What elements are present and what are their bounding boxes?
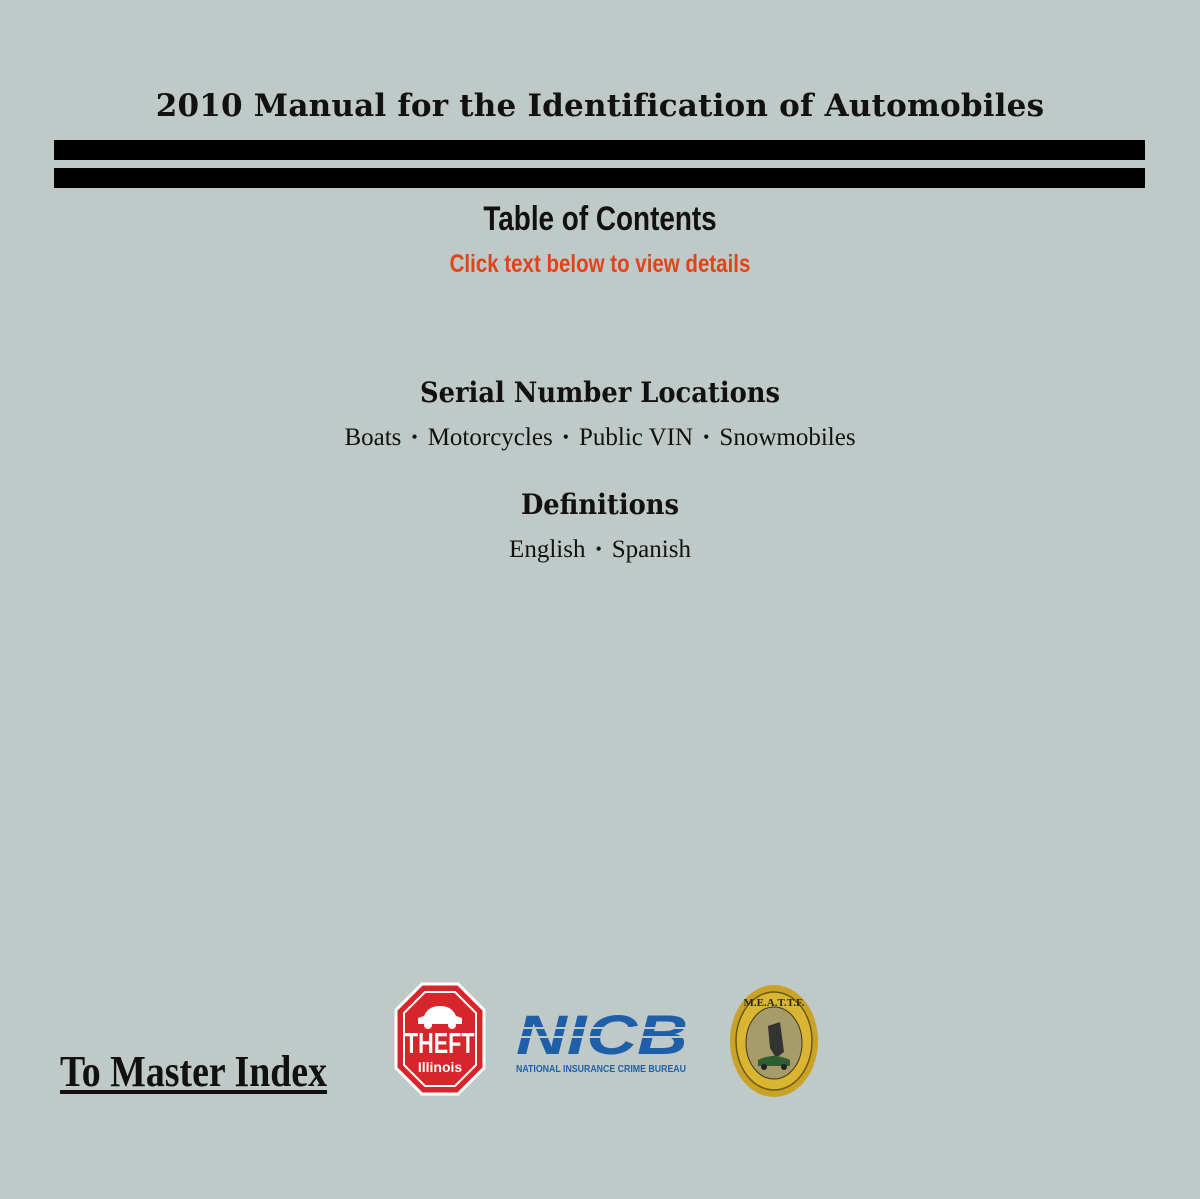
bullet-separator: • (562, 427, 569, 447)
meattf-seal-text: M.E.A.T.T.F. (743, 997, 805, 1009)
title-rule-bottom (54, 168, 1145, 188)
meattf-seal-logo (728, 982, 820, 1100)
link-spanish[interactable]: Spanish (611, 536, 691, 563)
definitions-heading: Definitions (520, 488, 680, 521)
link-english[interactable]: English (509, 536, 586, 563)
nicb-logo (514, 1004, 700, 1076)
serial-number-locations-heading: Serial Number Locations (419, 376, 781, 409)
toc-instruction: Click text below to view details (449, 250, 751, 278)
link-boats[interactable]: Boats (344, 424, 402, 451)
bullet-separator: • (703, 427, 710, 447)
title-rule-top (54, 140, 1145, 160)
link-snowmobiles[interactable]: Snowmobiles (719, 424, 856, 451)
bullet-separator: • (595, 539, 602, 559)
link-public-vin[interactable]: Public VIN (578, 424, 694, 451)
manual-title: 2010 Manual for the Identification of Automobiles (155, 88, 1045, 124)
theft-illinois-logo (392, 980, 488, 1098)
serial-number-links (0, 424, 1200, 452)
nicb-logo-mark: NICB (516, 1004, 688, 1066)
theft-logo-state: Illinois (417, 1059, 463, 1075)
toc-title: Table of Contents (483, 200, 717, 238)
definitions-links (0, 536, 1200, 564)
nicb-logo-tagline: NATIONAL INSURANCE CRIME BUREAU (516, 1064, 686, 1075)
theft-logo-text: THEFT (404, 1028, 475, 1060)
bullet-separator: • (411, 427, 418, 447)
master-index-link[interactable]: To Master Index (60, 1047, 328, 1096)
link-motorcycles[interactable]: Motorcycles (427, 424, 553, 451)
